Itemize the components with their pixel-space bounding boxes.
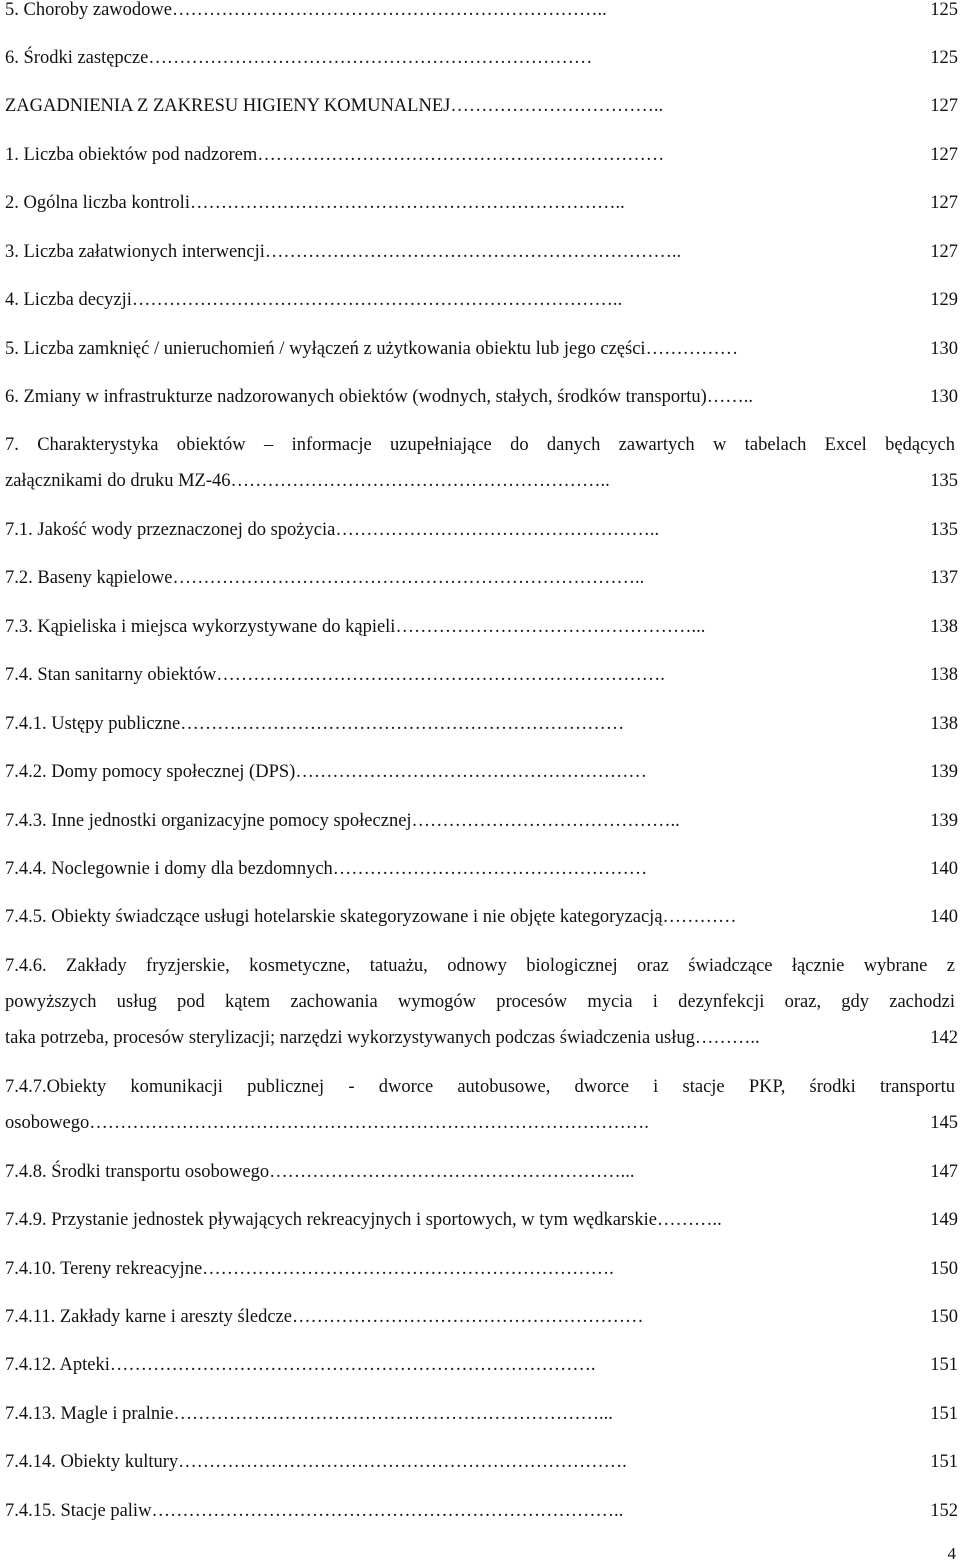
toc-leader: ……………………………………………………………….: [178, 1452, 627, 1472]
toc-page-number: 129: [930, 290, 958, 310]
toc-page-number: 150: [930, 1307, 958, 1327]
toc-entry[interactable]: [5, 46, 960, 70]
toc-entry-title: 4. Liczba decyzji: [5, 290, 132, 310]
toc-page-number: 140: [930, 859, 958, 879]
toc-leader: ………………………………………………………………: [180, 714, 625, 734]
toc-leader: ……………………………………………: [332, 859, 648, 879]
toc-entry[interactable]: [5, 663, 960, 687]
toc-leader: …………………………………………………………..: [264, 242, 682, 262]
toc-page-number: 149: [930, 1210, 958, 1230]
toc-leader: ……………………………………………..: [335, 520, 660, 540]
toc-entry[interactable]: [5, 94, 960, 118]
toc-page-number: 152: [930, 1501, 958, 1521]
toc-entry-title: 7.3. Kąpieliska i miejsca wykorzystywane do kąpieli: [5, 617, 396, 637]
toc-entry-title: 7.4.11. Zakłady karne i areszty śledcze: [5, 1307, 292, 1327]
toc-entry-title: 6. Środki zastępcze: [5, 48, 149, 68]
toc-page-number: 150: [930, 1259, 958, 1279]
toc-leader: ………………………………………………………………: [148, 48, 593, 68]
toc-entry-title: 7.4.2. Domy pomocy społecznej (DPS): [5, 762, 296, 782]
toc-entry-title: 7.4. Stan sanitarny obiektów: [5, 665, 217, 685]
toc-page-number: 142: [930, 1028, 958, 1048]
toc-entry[interactable]: [5, 143, 960, 167]
toc-leader: …………………………………………………...: [269, 1162, 635, 1182]
toc-entry[interactable]: [5, 905, 960, 929]
toc-page-number: 135: [930, 471, 958, 491]
toc-entry[interactable]: [5, 1160, 960, 1184]
toc-entry-title: 7.4.13. Magle i pralnie: [5, 1404, 174, 1424]
toc-entry-title: 7.1. Jakość wody przeznaczonej do spożycia: [5, 520, 336, 540]
toc-leader: ……………………………………………………………..: [189, 193, 625, 213]
toc-page-number: 127: [930, 96, 958, 116]
toc-entry-title: 7.4.14. Obiekty kultury: [5, 1452, 179, 1472]
toc-entry[interactable]: [5, 433, 960, 457]
toc-leader: ………..: [656, 1210, 722, 1230]
toc-entry-title: 7.4.1. Ustępy publiczne: [5, 714, 181, 734]
toc-page-number: 137: [930, 568, 958, 588]
toc-entry-title: 7.4.10. Tereny rekreacyjne: [5, 1259, 203, 1279]
toc-leader: ……………………………………..: [411, 811, 680, 831]
toc-entry[interactable]: [5, 615, 960, 639]
toc-entry-title: 7.4.15. Stacje paliw: [5, 1501, 152, 1521]
toc-entry-title-line: powyższych usług pod kątem zachowania wymogów procesów mycia i dezynfekcji oraz, gdy zachodzi: [5, 992, 955, 1012]
toc-entry[interactable]: [5, 712, 960, 736]
toc-page-number: 130: [930, 387, 958, 407]
toc-page-number: 135: [930, 520, 958, 540]
toc-entry[interactable]: [5, 337, 960, 361]
toc-entry[interactable]: [5, 385, 960, 409]
toc-entry[interactable]: [5, 809, 960, 833]
toc-entry-title: 7.4.8. Środki transportu osobowego: [5, 1162, 270, 1182]
toc-page-number: 138: [930, 714, 958, 734]
toc-entry[interactable]: [5, 1353, 960, 1377]
toc-leader: ………..: [694, 1028, 760, 1048]
toc-entry-title: 7.4.5. Obiekty świadczące usługi hotelarskie skategoryzowane i nie objęte kategoryzacją: [5, 907, 663, 927]
toc-page-number: 139: [930, 811, 958, 831]
toc-entry-title: 2. Ogólna liczba kontroli: [5, 193, 190, 213]
toc-leader: ……………………………………………………………………………….: [89, 1113, 649, 1133]
toc-entry-continuation[interactable]: [5, 1111, 960, 1135]
toc-page-number: 138: [930, 617, 958, 637]
toc-leader: ……………………………………………………………….: [216, 665, 665, 685]
toc-entry[interactable]: [5, 1499, 960, 1523]
toc-page-number: 140: [930, 907, 958, 927]
toc-leader: …………………………………………………………………..: [172, 568, 645, 588]
toc-entry[interactable]: [5, 1450, 960, 1474]
toc-leader: ………………………………………………………….: [202, 1259, 614, 1279]
toc-page-number: 127: [930, 242, 958, 262]
toc-entry[interactable]: [5, 191, 960, 215]
toc-page-number: 151: [930, 1452, 958, 1472]
toc-leader: …………………………………………………: [295, 762, 647, 782]
toc-entry-title-line: 7.4.7.Obiekty komunikacji publicznej - dworce autobusowe, dworce i stacje PKP, środki transportu: [5, 1077, 955, 1097]
toc-leader: ……………………………………………………………..: [171, 0, 607, 20]
toc-entry-title-line: 7.4.6. Zakłady fryzjerskie, kosmetyczne, tatuażu, odnowy biologicznej oraz świadczące łącznie wybrane z: [5, 956, 955, 976]
toc-page-number: 147: [930, 1162, 958, 1182]
toc-leader: ……………………………………………………..: [230, 471, 610, 491]
toc-entry[interactable]: [5, 0, 960, 22]
toc-page-number: 125: [930, 48, 958, 68]
toc-page-number: 125: [930, 0, 958, 20]
toc-entry-title: 7.4.9. Przystanie jednostek pływających rekreacyjnych i sportowych, w tym wędkarskie: [5, 1210, 657, 1230]
toc-entry[interactable]: [5, 566, 960, 590]
toc-entry-continuation[interactable]: [5, 469, 960, 493]
toc-entry[interactable]: [5, 857, 960, 881]
toc-leader: ……………: [645, 339, 739, 359]
toc-entry-title: 7.4.4. Noclegownie i domy dla bezdomnych: [5, 859, 333, 879]
toc-page-number: 139: [930, 762, 958, 782]
toc-page-number: 138: [930, 665, 958, 685]
toc-entry-title: 7.4.3. Inne jednostki organizacyjne pomocy społecznej: [5, 811, 412, 831]
toc-leader: ……..: [706, 387, 754, 407]
toc-entry[interactable]: [5, 1075, 960, 1099]
toc-entry[interactable]: [5, 1305, 960, 1329]
toc-entry[interactable]: [5, 1402, 960, 1426]
toc-leader: …………………………………………...: [395, 617, 706, 637]
toc-entry-title-line: 7. Charakterystyka obiektów – informacje uzupełniające do danych zawartych w tabelach Excel będących: [5, 435, 955, 455]
toc-entry[interactable]: [5, 1208, 960, 1232]
toc-entry[interactable]: [5, 1257, 960, 1281]
toc-entry[interactable]: [5, 518, 960, 542]
toc-leader: …………………………………………………………………..: [151, 1501, 624, 1521]
toc-leader: ……………………………………………………………………..: [131, 290, 623, 310]
toc-entry-title: 7.2. Baseny kąpielowe: [5, 568, 173, 588]
toc-entry-title: 3. Liczba załatwionych interwencji: [5, 242, 265, 262]
toc-leader: ……………………………..: [450, 96, 664, 116]
toc-entry-title: 5. Liczba zamknięć / unieruchomień / wyłączeń z użytkowania obiektu lub jego części: [5, 339, 646, 359]
toc-leader: ……………………………………………………………...: [173, 1404, 613, 1424]
toc-leader: …………………………………………………: [291, 1307, 644, 1327]
toc-entry-title: 6. Zmiany w infrastrukturze nadzorowanych obiektów (wodnych, stałych, środków transportu): [5, 387, 707, 407]
toc-page-number: 145: [930, 1113, 958, 1133]
toc-entry-title: załącznikami do druku MZ-46: [5, 471, 231, 491]
toc-entry-title: 1. Liczba obiektów pod nadzorem: [5, 145, 258, 165]
toc-leader: …………………………………………………………: [257, 145, 665, 165]
toc-page-number: 127: [930, 193, 958, 213]
toc-entry-title: 7.4.12. Apteki: [5, 1355, 110, 1375]
toc-page-number: 151: [930, 1404, 958, 1424]
toc-entry-title: 5. Choroby zawodowe: [5, 0, 172, 20]
toc-page-number: 130: [930, 339, 958, 359]
toc-entry-title: osobowego: [5, 1113, 90, 1133]
toc-entry[interactable]: [5, 760, 960, 784]
toc-entry-continuation[interactable]: [5, 1026, 960, 1050]
toc-entry-title: taka potrzeba, procesów sterylizacji; narzędzi wykorzystywanych podczas świadczenia usług: [5, 1028, 695, 1048]
toc-entry[interactable]: [5, 954, 960, 978]
toc-leader: …………………………………………………………………….: [109, 1355, 596, 1375]
toc-entry[interactable]: [5, 240, 960, 264]
toc-entry[interactable]: [5, 288, 960, 312]
toc-page-number: 151: [930, 1355, 958, 1375]
toc-entry-title: ZAGADNIENIA Z ZAKRESU HIGIENY KOMUNALNEJ: [5, 96, 451, 116]
toc-page-number: 127: [930, 145, 958, 165]
toc-leader: …………: [662, 907, 737, 927]
page-number: 4: [947, 1544, 956, 1563]
toc-entry-continuation: [5, 990, 960, 1014]
